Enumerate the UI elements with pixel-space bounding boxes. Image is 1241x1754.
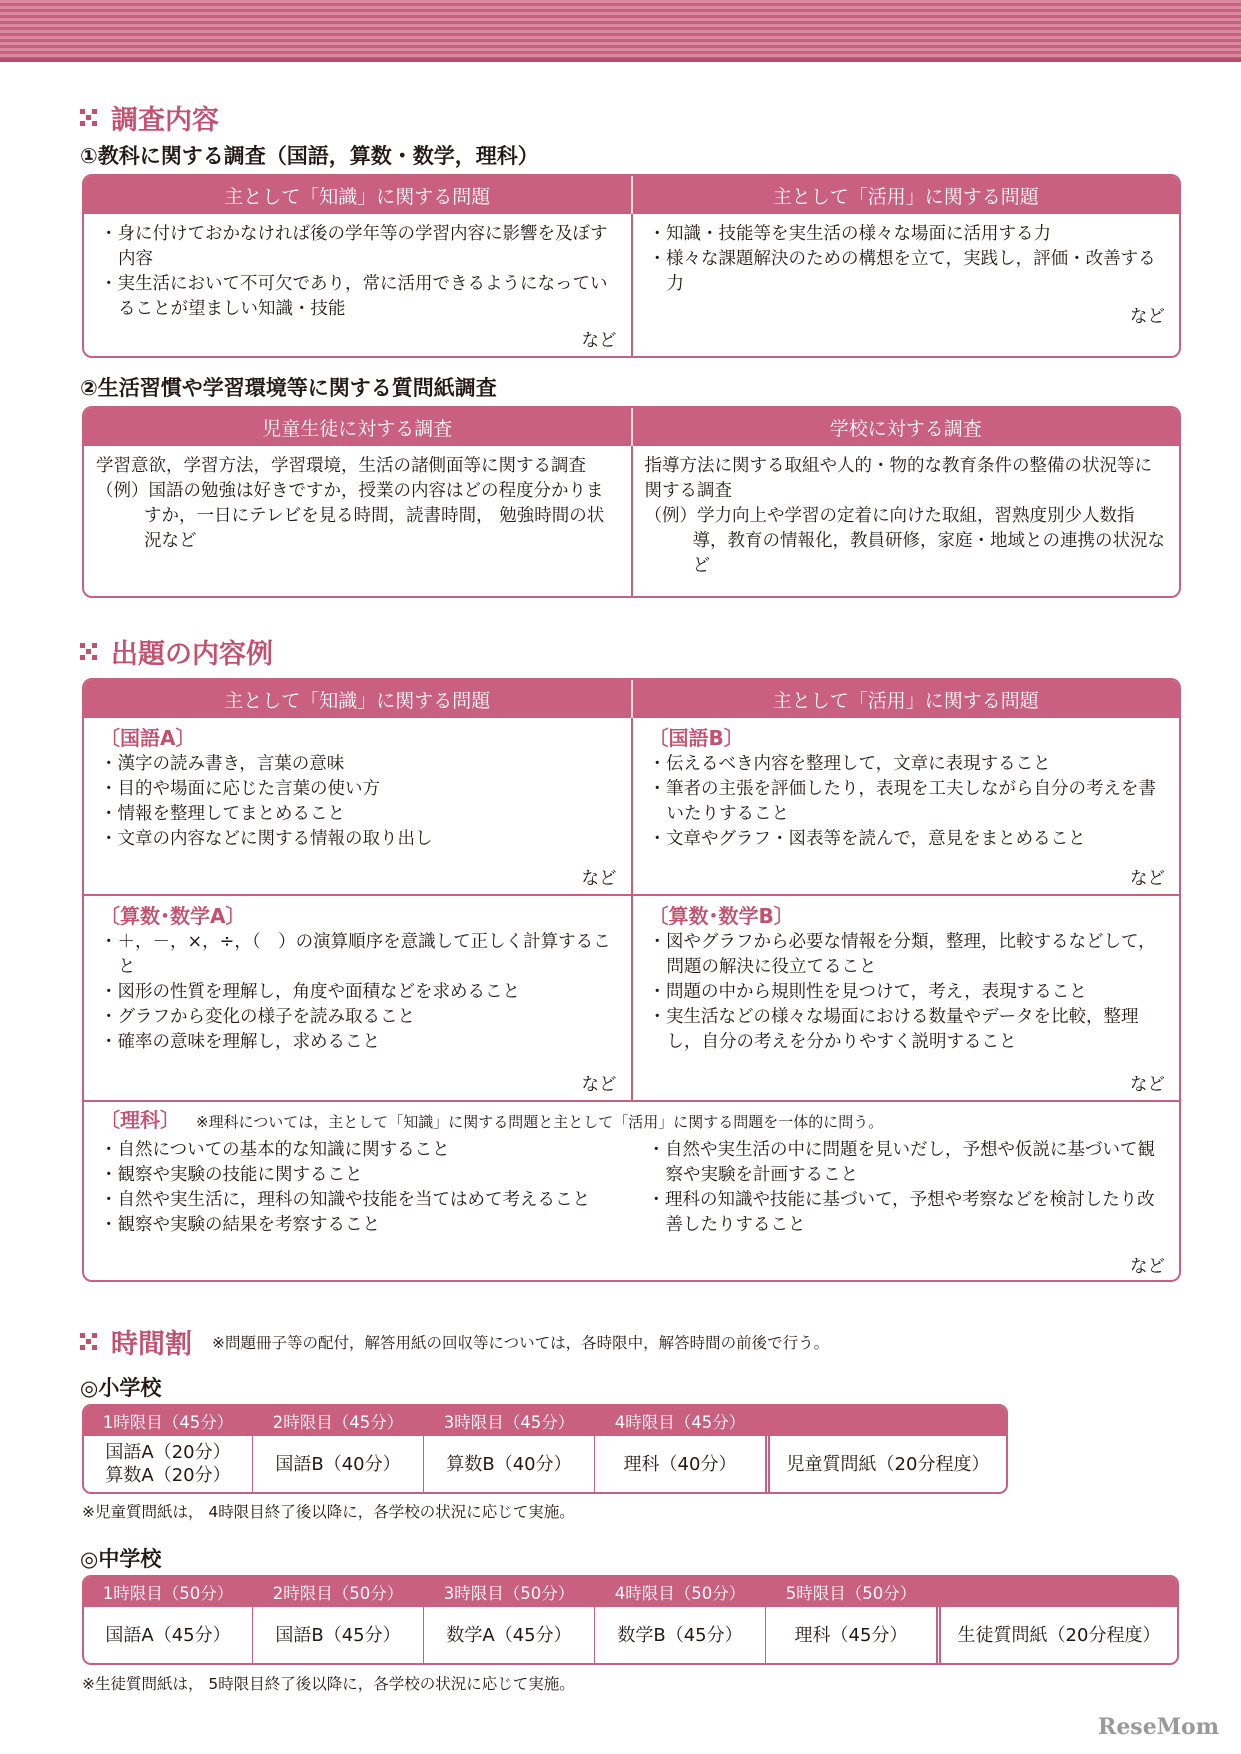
etc-label: など (1130, 307, 1165, 327)
questionnaire-title: ②生活習慣や学習環境等に関する質問紙調査 (80, 376, 497, 400)
survey-example: （例）学力向上や学習の定着に向けた取組，習熟度別少人数指導，教育の情報化，教員研修，家庭・地域との連携の状況など (644, 506, 1165, 576)
table-row (84, 1577, 1177, 1607)
questionnaire-cell: 児童質問紙（20分程度） (768, 1436, 1007, 1492)
period-header: 1時限目（50分） (84, 1577, 253, 1607)
list-item: ・知識・技能等を実生活の様々な場面に活用する力 (648, 224, 1051, 244)
period-header: 4時限目（45分） (595, 1406, 768, 1436)
questionnaire-table (82, 406, 1181, 598)
list-item: ・グラフから変化の様子を読み取ること (100, 1007, 415, 1027)
questionnaire-header (939, 1577, 1178, 1607)
pattern-icon (80, 1333, 97, 1350)
science-right-list (640, 1138, 1166, 1238)
etc-label: など (1130, 1075, 1165, 1095)
examples-table (82, 678, 1181, 1282)
header-knowledge: 主として「知識」に関する問題 (224, 689, 491, 712)
list-item: ・観察や実験の結果を考察すること (100, 1215, 380, 1235)
list-item: ・自然についての基本的な知識に関すること (100, 1140, 450, 1160)
period-4-cell: 数学B（45分） (595, 1607, 766, 1663)
elementary-timetable (82, 1404, 1008, 1494)
table-header (84, 176, 1179, 214)
elementary-footnote: ※児童質問紙は， 4時限目終了後以降に，各学校の状況に応じて実施。 (82, 1503, 575, 1521)
japanese-b-cell (631, 718, 1180, 894)
list-item: ・自然や実生活の中に問題を見いだし，予想や仮説に基づいて観察や実験を計画すること (647, 1140, 1155, 1185)
period-4-cell: 理科（40分） (595, 1436, 768, 1492)
japanese-a-cell (84, 718, 631, 894)
etc-label: など (581, 869, 617, 889)
application-cell (631, 214, 1180, 356)
header-stripe-band (0, 0, 1241, 58)
etc-label: など (1130, 1257, 1165, 1277)
period-3-cell: 算数B（40分） (424, 1436, 595, 1492)
list-item: ・観察や実験の技能に関すること (100, 1165, 363, 1185)
category-label: 〔算数･数学A〕 (100, 904, 246, 928)
list-item: ・伝えるべき内容を整理して，文章に表現すること (648, 754, 1051, 774)
list-item: ・理科の知識や技能に基づいて，予想や考察などを検討したり改善したりすること (647, 1190, 1155, 1235)
science-left-list (100, 1138, 640, 1238)
list-item: ・問題の中から規則性を見つけて，考え，表現すること (648, 982, 1087, 1002)
list-item: ・図やグラフから必要な情報を分類，整理，比較するなどして，問題の解決に役立てること (648, 932, 1156, 977)
header-application: 主として「活用」に関する問題 (631, 680, 1180, 718)
list-item: ・漢字の読み書き，言葉の意味 (100, 754, 345, 774)
period-1-cell: 国語A（45分） (105, 1624, 231, 1646)
list-item: ・文章の内容などに関する情報の取り出し (100, 829, 433, 849)
table-header (84, 680, 1179, 718)
list-item: ・＋，－，×，÷，（ ）の演算順序を意識して正しく計算すること (100, 932, 611, 977)
schools-cell (631, 446, 1180, 596)
etc-label: など (581, 331, 617, 351)
list-item: ・情報を整理してまとめること (100, 804, 345, 824)
list-item: ・実生活などの様々な場面における数量やデータを比較，整理し，自分の考えを分かりやすく説明すること (648, 1007, 1139, 1052)
subject-label: 国語A（20分） (105, 1442, 231, 1463)
category-label: 〔算数･数学B〕 (648, 904, 794, 928)
subject-survey-table (82, 174, 1181, 358)
subject-label: 算数A（20分） (105, 1465, 231, 1486)
questionnaire-cell: 生徒質問紙（20分程度） (939, 1607, 1178, 1663)
category-label: 〔国語A〕 (100, 726, 196, 750)
period-header: 2時限目（45分） (253, 1406, 424, 1436)
category-label: 〔国語B〕 (648, 726, 744, 750)
period-1-cell (84, 1436, 253, 1492)
list-item: ・文章やグラフ・図表等を読んで，意見をまとめること (648, 829, 1086, 849)
survey-example: （例）国語の勉強は好きですか，授業の内容はどの程度分かりますか，一日にテレビを見る時間，読書時間， 勉強時間の状況など (96, 481, 605, 551)
period-header: 3時限目（50分） (424, 1577, 595, 1607)
junior-high-footnote: ※生徒質問紙は， 5時限目終了後以降に，各学校の状況に応じて実施。 (82, 1675, 575, 1693)
junior-high-timetable (82, 1575, 1179, 1665)
table-header (84, 408, 1179, 446)
timetable-note: ※問題冊子等の配付，解答用紙の回収等については，各時限中，解答時間の前後で行う。 (212, 1333, 830, 1352)
period-2-cell: 国語B（40分） (253, 1436, 424, 1492)
science-row (84, 1100, 1179, 1280)
header-knowledge: 主として「知識」に関する問題 (224, 185, 491, 208)
resemom-logo: ReseMom (1098, 1714, 1219, 1740)
pattern-icon (80, 643, 97, 660)
period-header: 2時限目（50分） (253, 1577, 424, 1607)
science-label-line (100, 1106, 1165, 1136)
survey-description: 指導方法に関する取組や人的・物的な教育条件の整備の状況等に関する調査 (644, 456, 1152, 501)
section-title-survey: 調査内容 (80, 98, 219, 137)
list-item: ・自然や実生活に，理科の知識や技能を当てはめて考えること (100, 1190, 590, 1210)
period-header: 4時限目（50分） (595, 1577, 766, 1607)
list-item: ・確率の意味を理解し，求めること (100, 1032, 380, 1052)
header-schools: 学校に対する調査 (631, 408, 1180, 446)
period-header: 1時限目（45分） (84, 1406, 253, 1436)
period-header: 5時限目（50分） (766, 1577, 939, 1607)
etc-label: など (581, 1075, 617, 1095)
junior-high-title: ◎中学校 (80, 1547, 162, 1571)
header-students: 児童生徒に対する調査 (262, 417, 453, 440)
elementary-title: ◎小学校 (80, 1376, 162, 1400)
period-header: 3時限目（45分） (424, 1406, 595, 1436)
list-item: ・図形の性質を理解し，角度や面積などを求めること (100, 982, 520, 1002)
table-row (84, 1406, 1006, 1436)
header-stripe-edge (0, 58, 1241, 62)
knowledge-cell (84, 214, 631, 356)
questionnaire-header (768, 1406, 1007, 1436)
category-label: 〔理科〕 (100, 1108, 180, 1132)
list-item: ・様々な課題解決のための構想を立て，実践し，評価・改善する力 (648, 249, 1156, 294)
list-item: ・目的や場面に応じた言葉の使い方 (100, 779, 380, 799)
table-row (84, 1436, 1006, 1492)
list-item: ・筆者の主張を評価したり，表現を工夫しながら自分の考えを書いたりすること (648, 779, 1156, 824)
section-title-timetable: 時間割 ※問題冊子等の配付，解答用紙の回収等については，各時限中，解答時間の前後で行う。 (80, 1322, 829, 1361)
students-cell (84, 446, 631, 596)
science-note: ※理科については，主として「知識」に関する問題と主として「活用」に関する問題を一体的に問う。 (196, 1113, 884, 1131)
header-application: 主として「活用」に関する問題 (631, 176, 1180, 214)
section-title-examples: 出題の内容例 (80, 632, 273, 671)
period-3-cell: 数学A（45分） (424, 1607, 595, 1663)
period-5-cell: 理科（45分） (766, 1607, 939, 1663)
period-2-cell: 国語B（45分） (253, 1607, 424, 1663)
subject-survey-title: ①教科に関する調査（国語，算数・数学，理科） (80, 144, 539, 168)
survey-description: 学習意欲，学習方法，学習環境，生活の諸側面等に関する調査 (96, 456, 586, 476)
list-item: ・身に付けておかなければ後の学年等の学習内容に影響を及ぼす内容 (100, 224, 608, 269)
pattern-icon (80, 109, 97, 126)
math-a-cell (84, 896, 631, 1100)
table-row (84, 1607, 1177, 1663)
list-item: ・実生活において不可欠であり，常に活用できるようになっていることが望ましい知識・技能 (100, 274, 608, 319)
math-b-cell (631, 896, 1180, 1100)
etc-label: など (1130, 869, 1165, 889)
